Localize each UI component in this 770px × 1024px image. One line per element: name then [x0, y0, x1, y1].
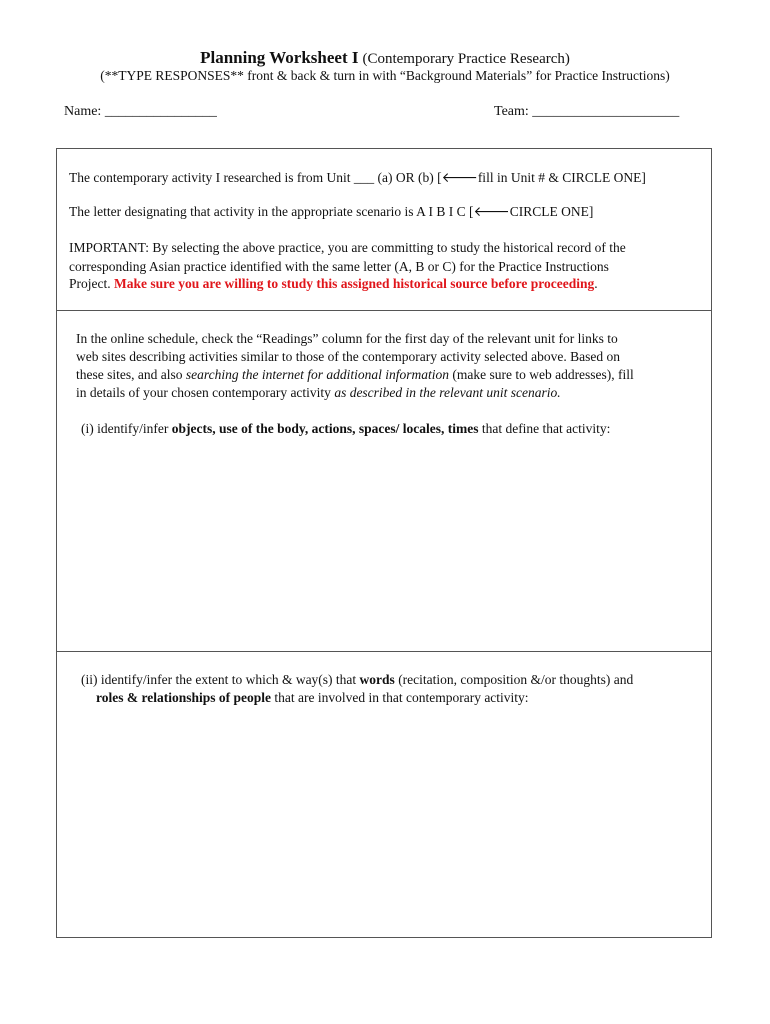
- question-one-end: that define that activity:: [478, 421, 611, 436]
- title-main: Planning Worksheet I: [200, 48, 359, 67]
- instructions-line-1: In the online schedule, check the “Readings” column for the first day of the relevant unit for links to: [76, 331, 618, 346]
- question-two-start: (ii) identify/infer the extent to which & way(s) that: [81, 672, 360, 687]
- instructions-line-4-start: in details of your chosen contemporary activity: [76, 385, 335, 400]
- page-subtitle: (**TYPE RESPONSES** front & back & turn in with “Background Materials” for Practice Instructions): [100, 68, 670, 83]
- question-two-end: that are involved in that contemporary activity:: [271, 690, 529, 705]
- title-parenthetical: (Contemporary Practice Research): [362, 51, 570, 67]
- team-field[interactable]: Team: _____________________: [494, 104, 680, 119]
- important-line-2: corresponding Asian practice identified with the same letter (A, B or C) for the Practice Instructions: [69, 259, 609, 274]
- important-line-3-end: .: [594, 276, 598, 291]
- question-one: [81, 420, 610, 438]
- question-two-keyword-words: words: [359, 672, 395, 687]
- letter-line: The letter designating that activity in the appropriate scenario is A I B I C [🡐CIRCLE ONE]: [69, 204, 594, 219]
- instructions-line-2: web sites describing activities similar to those of the contemporary activity selected above. Based on: [76, 349, 620, 364]
- question-one-keywords: objects, use of the body, actions, spaces/ locales, times: [171, 421, 479, 436]
- question-one-start: (i) identify/infer: [81, 421, 172, 436]
- instructions-line-3-italic: searching the internet for additional information: [185, 367, 449, 382]
- question-two-line-2: [96, 689, 529, 707]
- unit-line: The contemporary activity I researched is from Unit ___ (a) OR (b) [🡐fill in Unit # & CIRCLE ONE]: [69, 170, 646, 185]
- important-warning: Make sure you are willing to study this assigned historical source before proceeding: [114, 276, 595, 291]
- question-two-line-1: [81, 671, 633, 689]
- important-line-3: [69, 275, 598, 293]
- instructions-line-4: [76, 384, 561, 402]
- instructions-line-3-start: these sites, and also: [76, 367, 186, 382]
- page-title: [0, 48, 770, 68]
- important-line-3-start: Project.: [69, 276, 114, 291]
- instructions-line-4-italic: as described in the relevant unit scenario.: [334, 385, 561, 400]
- instructions-line-3-end: (make sure to web addresses), fill: [448, 367, 634, 382]
- question-two-keyword-roles: roles & relationships of people: [96, 690, 272, 705]
- instructions-line-3: [76, 366, 634, 384]
- name-field[interactable]: Name: ________________: [64, 104, 217, 119]
- question-two-mid: (recitation, composition &/or thoughts) and: [394, 672, 634, 687]
- important-line-1: IMPORTANT: By selecting the above practice, you are committing to study the historical record of the: [69, 240, 626, 255]
